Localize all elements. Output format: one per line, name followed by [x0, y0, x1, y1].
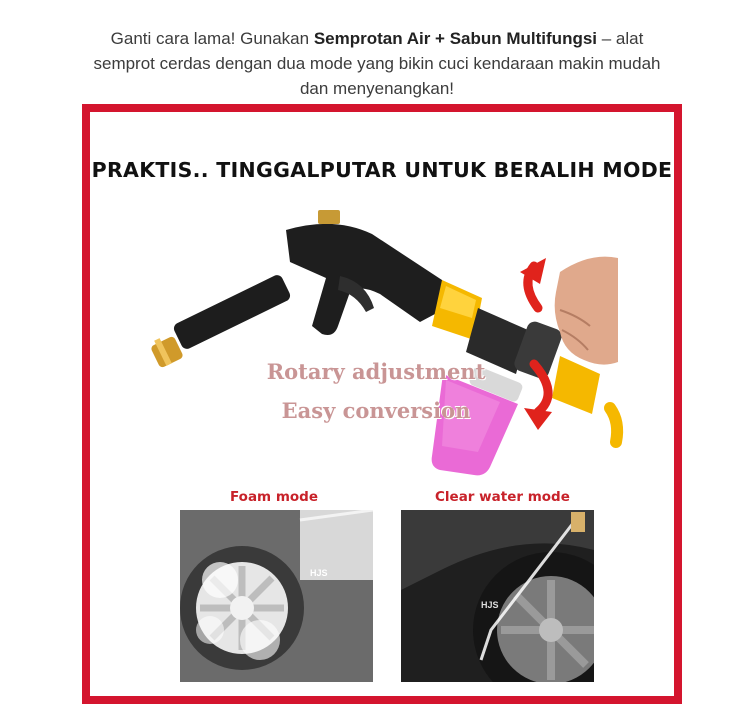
hand-illustration [555, 257, 618, 365]
clear-watermark: HJS [481, 600, 499, 610]
foam-mode-label: Foam mode [230, 489, 318, 505]
product-image-frame [82, 104, 682, 704]
intro-text-2: – alat semprot cerdas dengan dua mode yang bikin cuci kendaraan makin mudah dan menyenangkan! [93, 29, 661, 98]
rotary-caption [236, 352, 516, 430]
clear-water-mode-label: Clear water mode [435, 489, 570, 505]
foam-watermark: HJS [310, 568, 328, 578]
easy-conversion-text: Easy conversion [281, 398, 471, 423]
image-headline: PRAKTIS.. TINGGALPUTAR UNTUK BERALIH MODE [91, 158, 673, 182]
spray-gun-illustration [90, 112, 674, 492]
intro-paragraph [80, 26, 674, 101]
clear-water-mode-photo [401, 510, 594, 682]
intro-text-1: Ganti cara lama! Gunakan [110, 29, 314, 48]
rotary-adjustment-text: Rotary adjustment [266, 359, 486, 384]
intro-product-name: Semprotan Air + Sabun Multifungsi [313, 29, 598, 48]
foam-mode-photo [180, 510, 373, 682]
